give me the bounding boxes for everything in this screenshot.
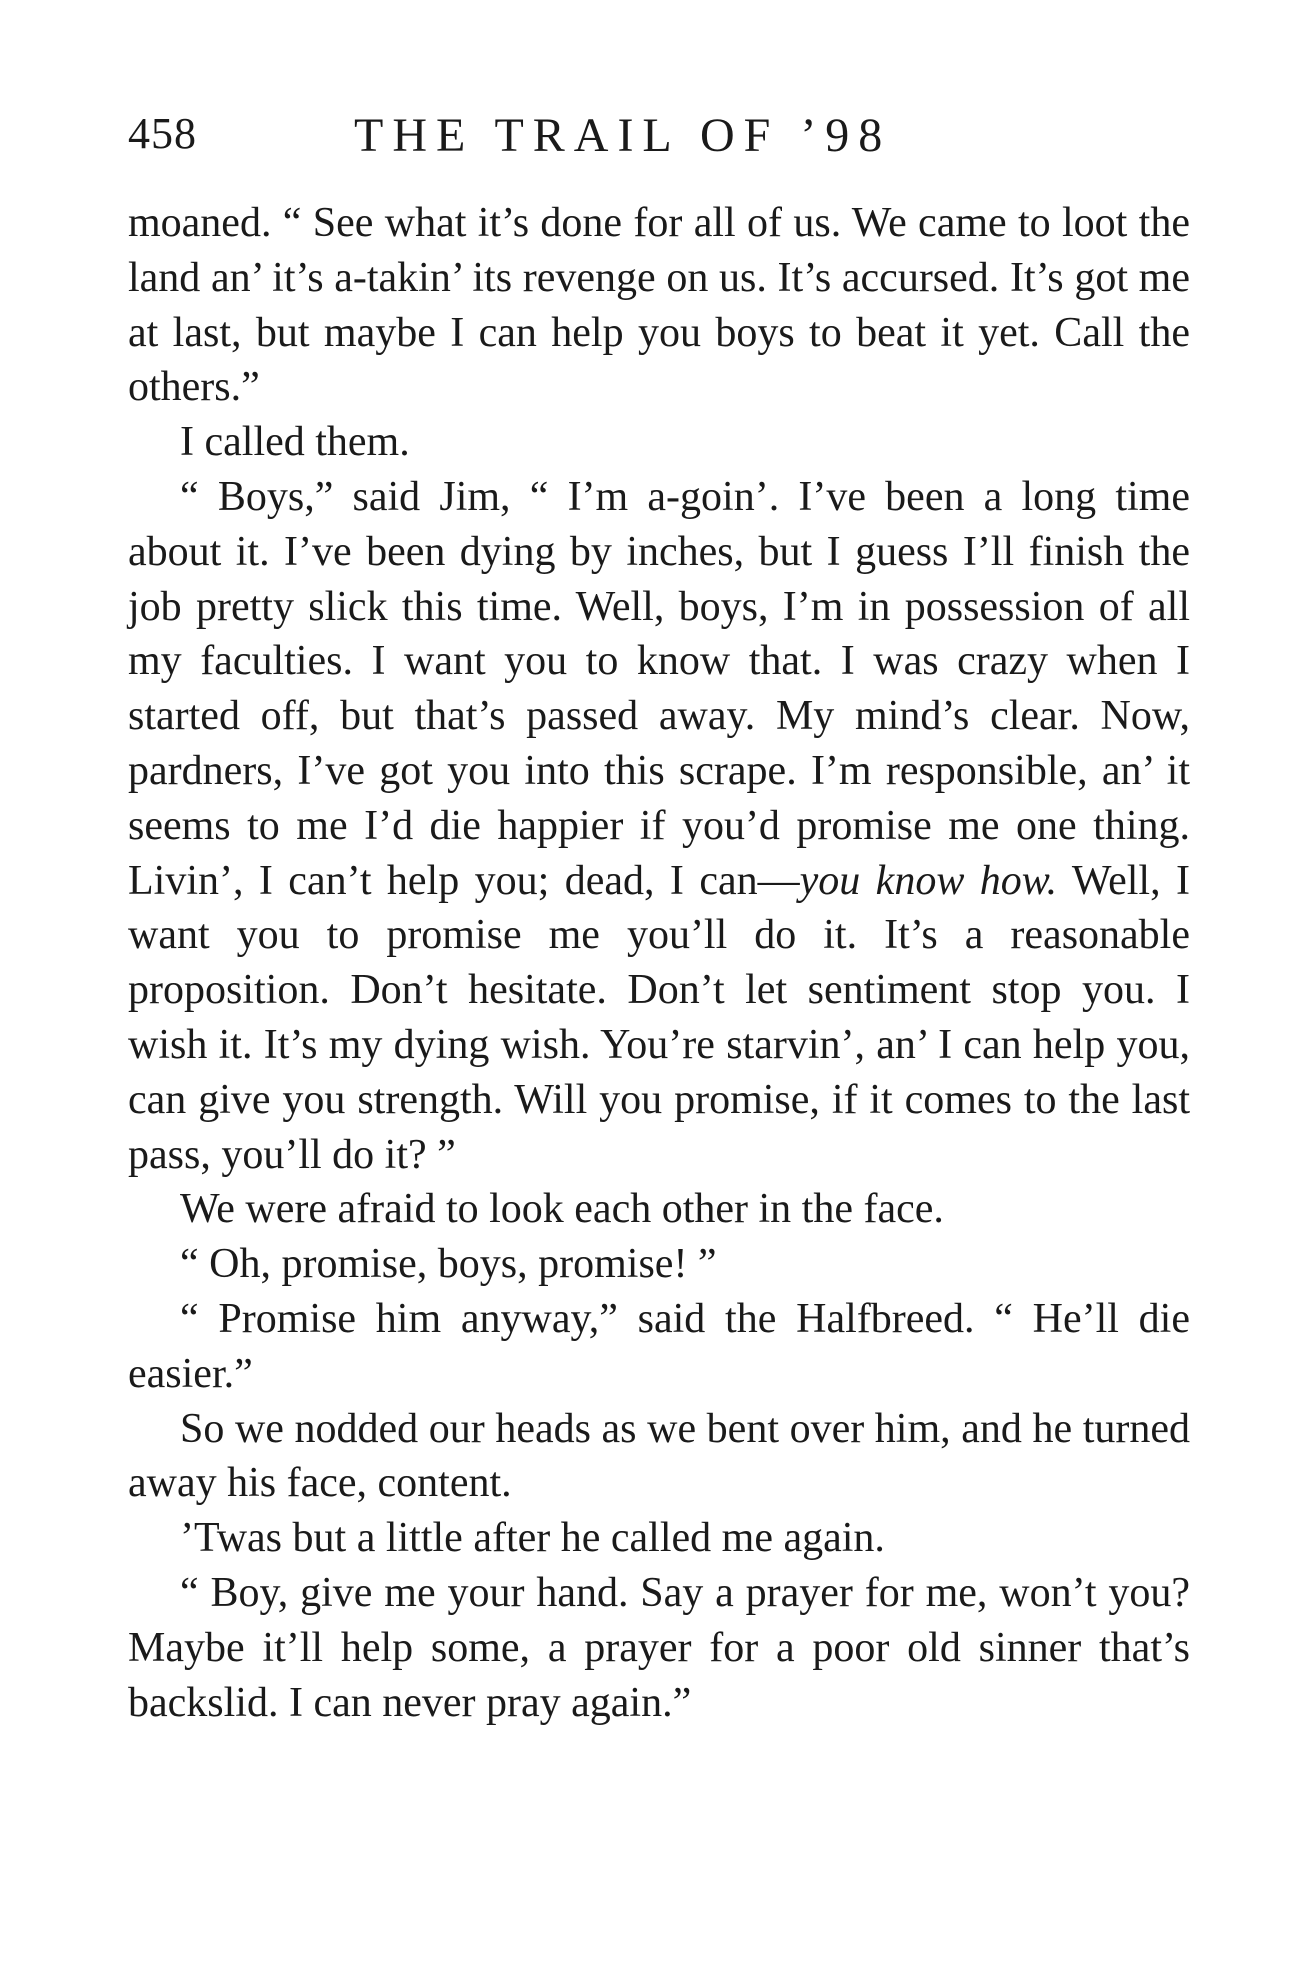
paragraph: ’Twas but a little after he called me again. (180, 1515, 885, 1562)
paragraph: “ Promise him anyway,” said the Halfbreed. “ He’ll die easier.” (128, 1295, 1190, 1397)
running-head (128, 108, 1188, 168)
paragraph (128, 470, 1190, 1182)
paragraph: I called them. (180, 419, 410, 466)
italic-phrase: you know how. (799, 857, 1058, 904)
paragraph: We were afraid to look each other in the face. (180, 1186, 944, 1233)
running-title: THE TRAIL OF ’98 (354, 109, 892, 162)
paragraph: “ Boy, give me your hand. Say a prayer for me, won’t you? Maybe it’ll help some, a prayer for a poor old sinner that’s backslid. I can never pray again.” (128, 1569, 1190, 1726)
body-text (128, 196, 1190, 1730)
paragraph-text: “ Boys,” said Jim, “ I’m a-goin’. I’ve been a long time about it. I’ve been dying by inches, but I guess I’ll finish the job pretty slick this time. Well, boys, I’m in possession of all my faculties. I want you to know that. I was crazy when I started off, but that’s passed away. My mind’s clear. Now, pardners, I’ve got you into this scrape. I’m responsible, an’ it seems to me I’d die happier if you’d promise me one thing. Livin’, I can’t help you; dead, I can— (128, 473, 1190, 904)
paragraph: “ Oh, promise, boys, promise! ” (180, 1241, 717, 1288)
page-number: 458 (128, 109, 197, 158)
paragraph-text: Well, I want you to promise me you’ll do it. It’s a reasonable proposition. Don’t hesitate. Don’t let sentiment stop you. I wish it. It’s my dying wish. You’re starvin’, an’ I can help you, can give you strength. Will you promise, if it comes to the last pass, you’ll do it? ” (128, 857, 1190, 1178)
paragraph: So we nodded our heads as we bent over him, and he turned away his face, content. (128, 1405, 1190, 1507)
paragraph: moaned. “ See what it’s done for all of us. We came to loot the land an’ it’s a-takin’ its revenge on us. It’s accursed. It’s got me at last, but maybe I can help you boys to beat it yet. Call the others.” (128, 200, 1190, 411)
